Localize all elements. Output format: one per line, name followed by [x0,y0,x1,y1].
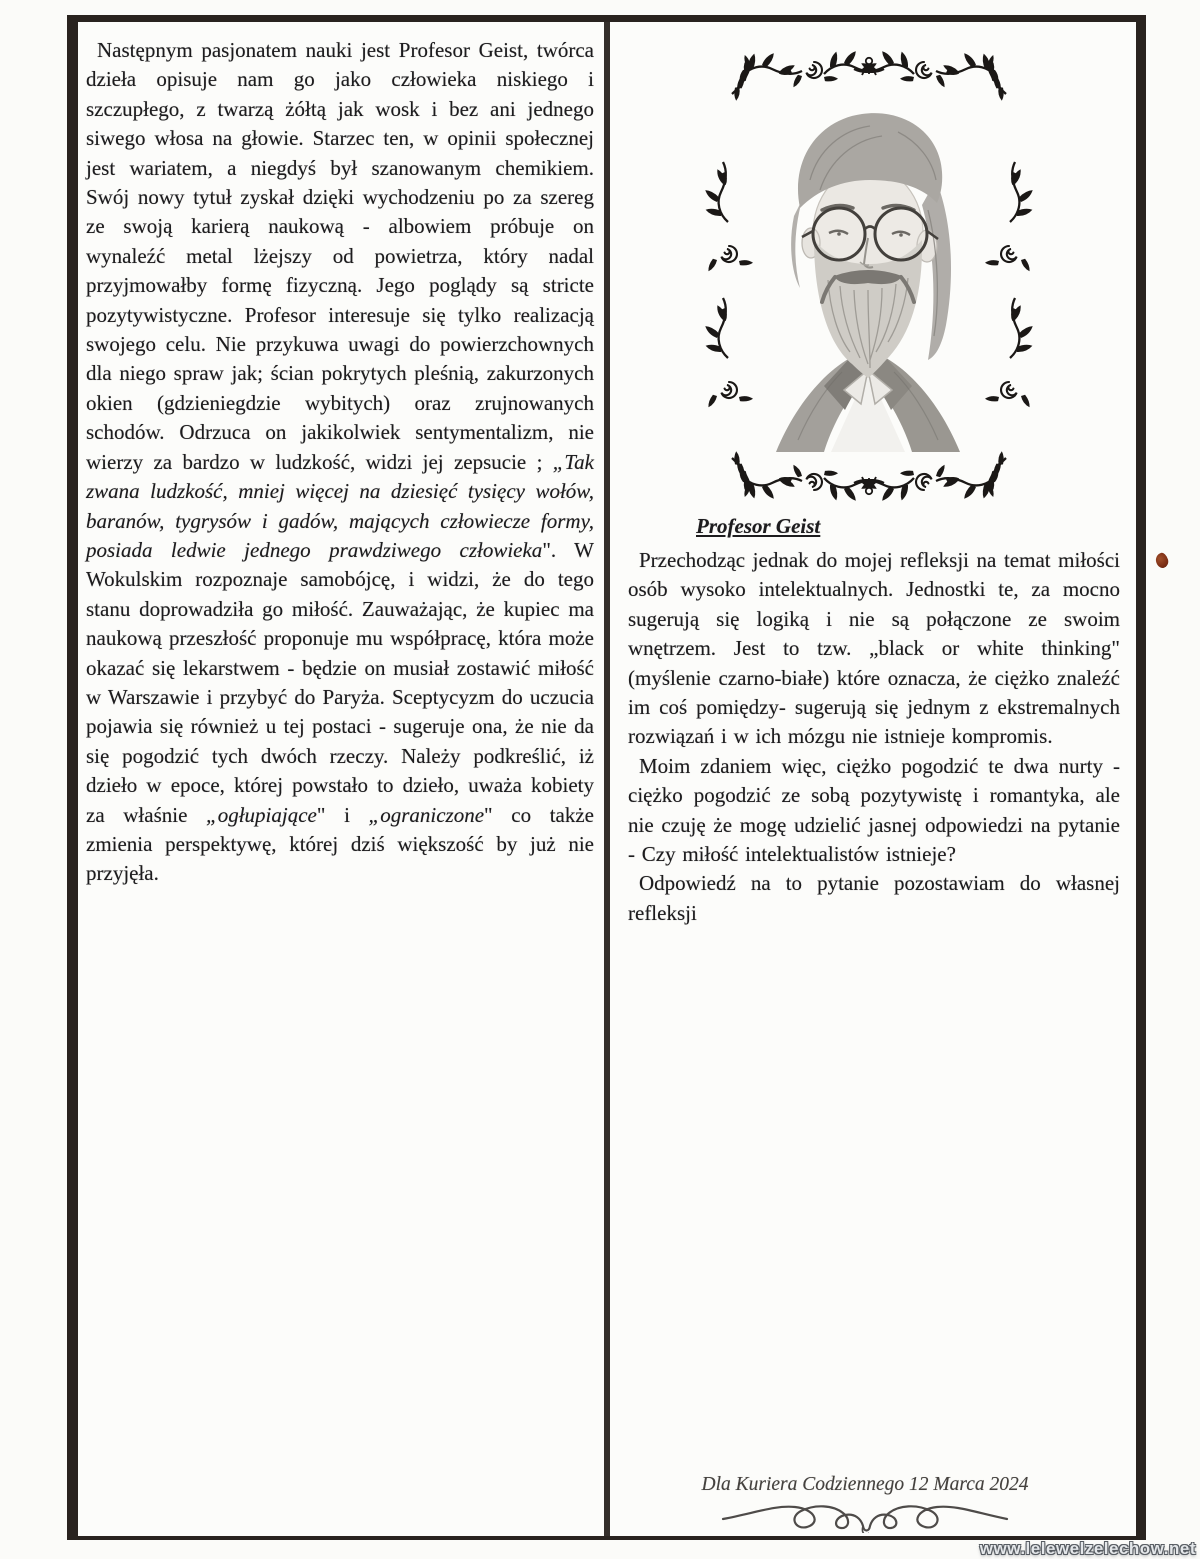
portrait-caption: Profesor Geist [696,514,821,538]
calligraphic-flourish [715,1493,1015,1533]
ink-speck [1154,552,1170,570]
page-footer [610,1474,1120,1533]
right-column [610,22,1136,1536]
right-column-paragraph: Przechodząc jednak do mojej refleksji na temat miłości osób wysoko intelektualnych. Jednostki te, za mocno sugerują się logiką i nie są połączone ze swoim wnętrzem. Jest to tzw. „black or white thinking" (myślenie czarno-białe) które oznacza, że ciężko znaleźć im coś pomiędzy- sugerują się jednym z ekstremalnych rozwiązań i w ich mózgu nie istnieje kompromis. [628,548,1120,749]
publication-credit: Dla Kuriera Codziennego 12 Marca 2024 [701,1474,1029,1495]
right-column-paragraph: Odpowiedź na to pytanie pozostawiam do własnej refleksji [628,871,1120,925]
profesor-geist-portrait-sketch [698,40,1040,512]
left-column [78,22,604,889]
left-column-paragraph: Następnym pasjonatem nauki jest Profesor Geist, twórca dzieła opisuje nam go jako człowieka niskiego i szczupłego, z twarzą żółtą jak wosk i bez ani jednego siwego włosa na głowie. Starzec ten, w opinii społecznej jest wariatem, a niegdyś był szanowanym chemikiem. Swój nowy tytuł zyskał dzięki wychodzeniu po za szereg ze swoją karierą naukową - albowiem próbuje on wynaleźć metal lżejszy od powietrza, który nadal przyjmowałby formę fizyczną. Jego poglądy są stricte pozytywistyczne. Profesor interesuje się tylko realizacją swojego celu. Nie przykuwa uwagi do powierzchownych dla niego spraw jak; ścian pokrytych pleśnią, zakurzonych okien (gdzieniegdzie wybitych) oraz zrujnowanych schodów. Odrzuca on jakikolwiek sentymentalizm, nie wierzy za bardzo w ludzkość, widzi jej zepsucie ; „Tak zwana ludzkość, mniej więcej na dziesięć tysięcy wołów, baranów, tygrysów i gadów, mających człowiecze formy, posiada ledwie jednego prawdziwego człowieka". W Wokulskim rozpoznaje samobójcę, i widzi, że do tego stanu doprowadziła go miłość. Zauważając, że kupiec ma naukową przeszłość proponuje mu współpracę, która może okazać się lekarstwem - będzie on musiał zostawić miłość w Warszawie i przybyć do Paryża. Sceptycyzm do uczucia pojawia się również u tej postaci - sugeruje ona, że nie da się pogodzić tych dwóch rzeczy. Należy podkreślić, iż dzieło w epoce, której powstało to dzieło, uważa kobiety za właśnie „ogłupiające" i „ograniczone" co także zmienia perspektywę, której dziś większość by już nie przyjęła. [86,38,594,886]
site-watermark: www.lelewelzelechow.net [979,1539,1196,1558]
portrait-frame [698,40,1040,512]
page-border-frame [67,15,1146,1540]
right-column-paragraph: Moim zdaniem więc, ciężko pogodzić te dwa nurty - ciężko pogodzić ze sobą pozytywistę i romantyka, ale nie czuję że mogę udzielić jasnej odpowiedzi na pytanie - Czy miłość intelektualistów istnieje? [628,753,1120,867]
